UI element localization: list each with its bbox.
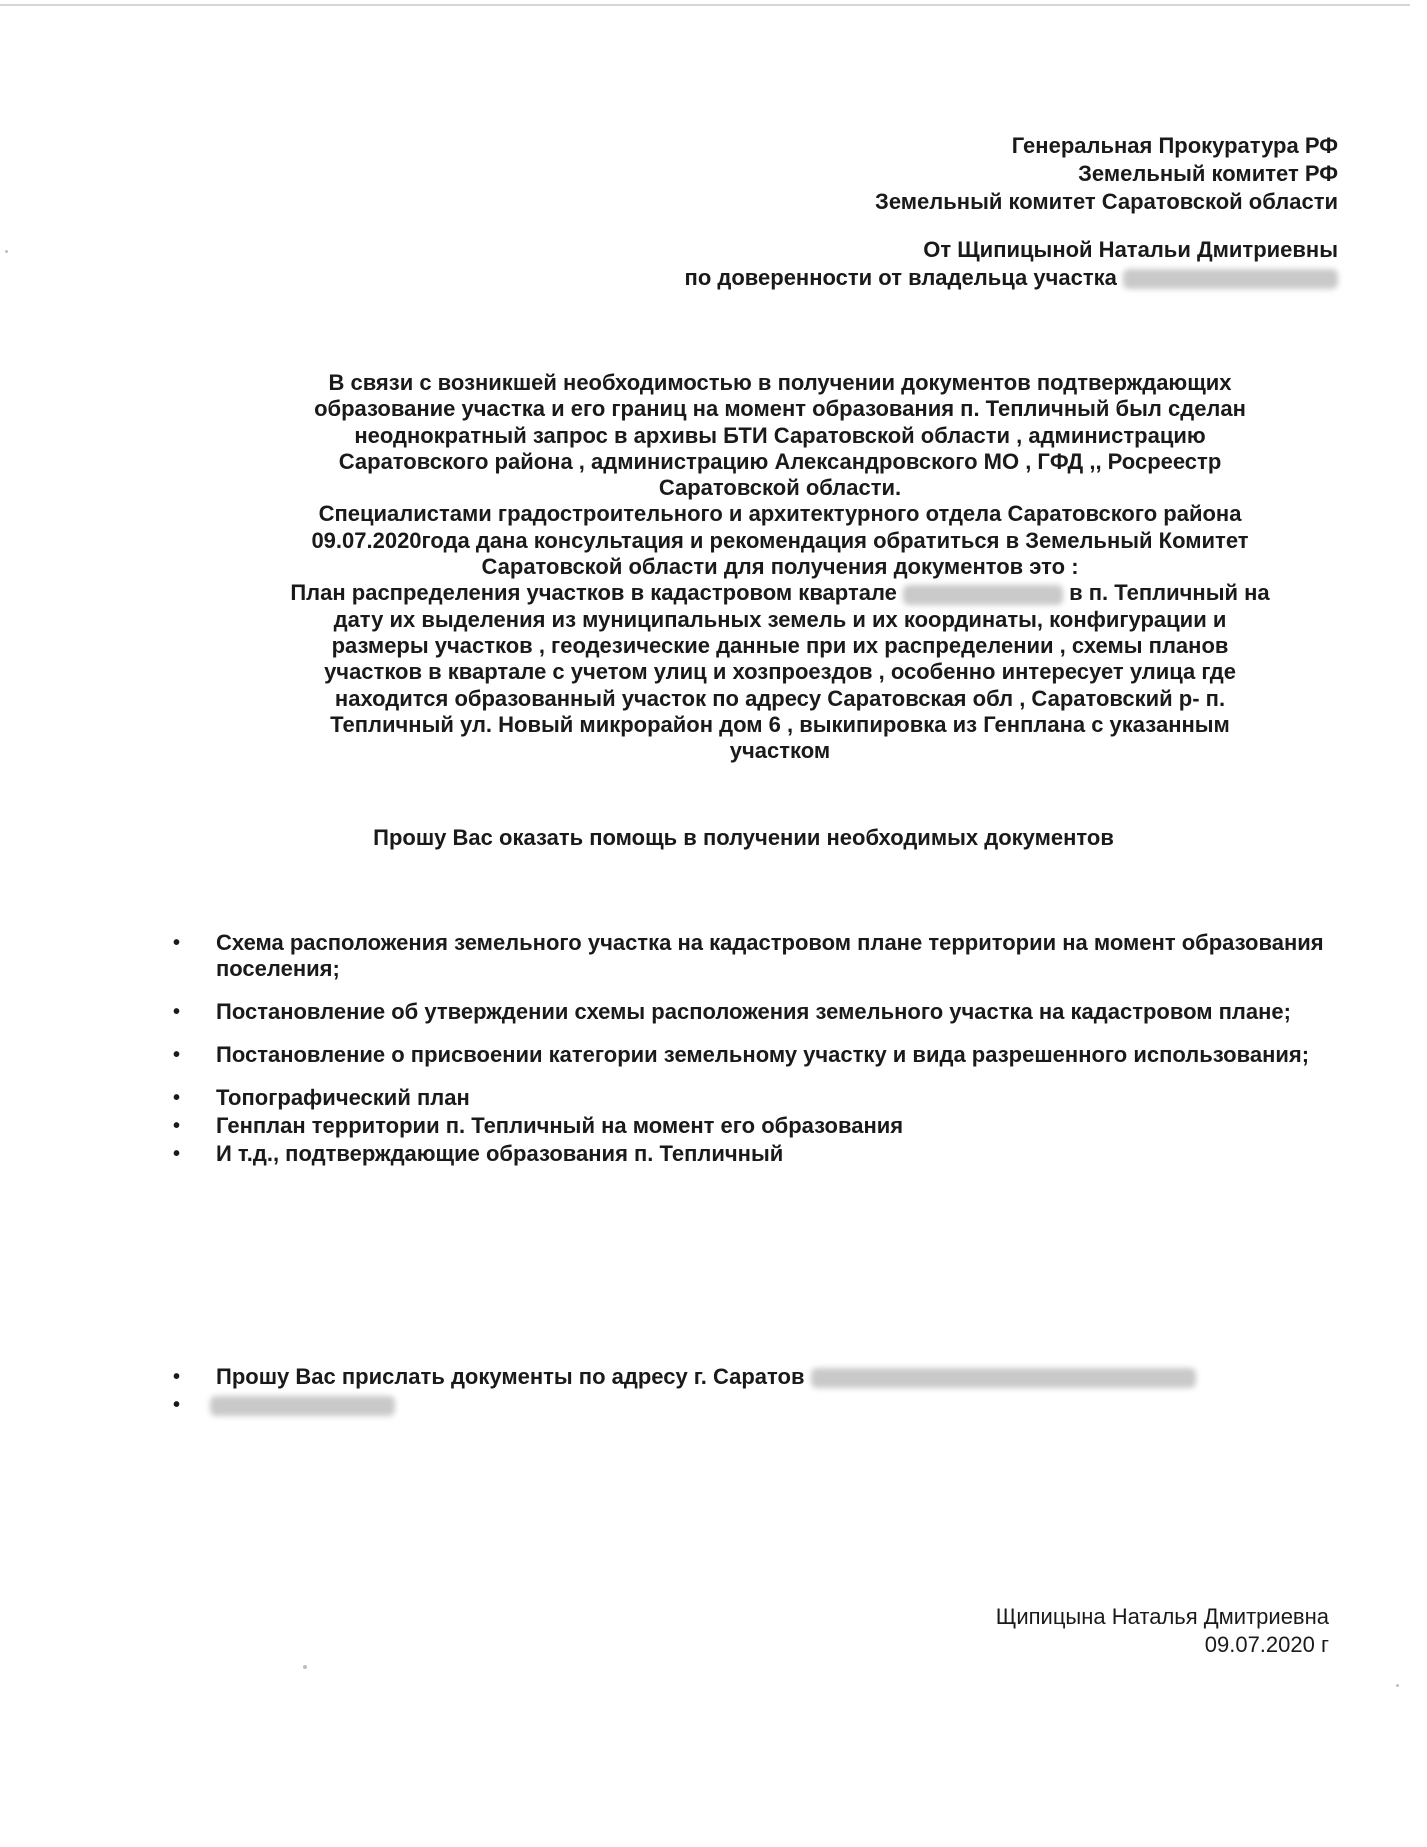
redacted-address	[811, 1368, 1196, 1388]
addressee-line: Земельный комитет РФ	[1078, 161, 1338, 186]
body-line: Саратовского района , администрацию Александровского МО , ГФД ,, Росреестр	[338, 448, 1222, 474]
body-line: участков в квартале с учетом улиц и хозпроездов , особенно интересует улица где	[324, 659, 1236, 685]
sender-proxy-line	[685, 264, 1338, 292]
scan-speck	[1396, 1684, 1399, 1687]
body-line: образование участка и его границ на момент образования п. Тепличный был сделан	[314, 396, 1246, 422]
addressee-line: Земельный комитет Саратовской области	[875, 189, 1338, 214]
body-line: 09.07.2020года дана консультация и рекомендация обратиться в Земельный Комитет	[311, 527, 1249, 553]
list-item: • Постановление об утверждении схемы расположения земельного участка на кадастровом плане;	[170, 999, 1350, 1025]
plan-prefix: План распределения участков в кадастровом квартале	[290, 580, 897, 606]
body-line: Специалистами градостроительного и архитектурного отдела Саратовского района	[318, 501, 1242, 527]
scan-edge-line	[0, 4, 1410, 6]
list-item: • Постановление о присвоении категории земельному участку и вида разрешенного использования;	[170, 1042, 1350, 1068]
signature-block	[996, 1603, 1329, 1659]
addressee-line: Генеральная Прокуратура РФ	[1011, 133, 1338, 158]
body-line: размеры участков , геодезические данные при их распределении , схемы планов	[331, 632, 1229, 658]
list-item: • Топографический план	[170, 1085, 1350, 1111]
list-item	[170, 1391, 1350, 1419]
signature-name: Щипицына Наталья Дмитриевна	[995, 1604, 1329, 1629]
documents-list	[170, 930, 1350, 1169]
body-line: Саратовской области.	[658, 475, 902, 501]
body-line: Саратовской области для получения документов это :	[481, 554, 1079, 580]
scan-speck	[5, 250, 8, 253]
body-line-plan	[200, 580, 1360, 606]
sender-from-line: От Щипицыной Натальи Дмитриевны	[923, 237, 1338, 262]
redacted-owner	[1123, 269, 1338, 289]
body-line: участком	[729, 738, 831, 764]
body-line: дату их выделения из муниципальных земель и их координаты, конфигурации и	[333, 606, 1227, 632]
signature-date: 09.07.2020 г	[1204, 1632, 1329, 1657]
list-item: • Генплан территории п. Тепличный на момент его образования	[170, 1113, 1350, 1139]
body-line: В связи с возникшей необходимостью в получении документов подтверждающих	[328, 370, 1232, 395]
redacted-cadastral-quarter	[903, 585, 1063, 605]
body-line: находится образованный участок по адресу Саратовская обл , Саратовский р- п.	[334, 685, 1226, 711]
sender-block	[685, 236, 1338, 292]
request-text: Прошу Вас оказать помощь в получении необходимых документов	[373, 825, 1114, 850]
list-item: • Схема расположения земельного участка на кадастровом плане территории на момент образования поселения;	[170, 930, 1350, 982]
letter-body	[200, 370, 1360, 764]
sender-proxy-text: по доверенности от владельца участка	[684, 265, 1117, 290]
addressee-block	[875, 132, 1338, 216]
scan-speck	[303, 1665, 307, 1669]
body-line: неоднократный запрос в архивы БТИ Саратовской области , администрацию	[354, 422, 1206, 448]
plan-suffix: в п. Тепличный на	[1069, 580, 1270, 606]
send-address-list	[170, 1363, 1350, 1419]
redacted-phone	[210, 1396, 395, 1416]
list-item: • И т.д., подтверждающие образования п. Тепличный	[170, 1141, 1350, 1167]
request-line	[0, 824, 1427, 852]
list-item	[170, 1363, 1350, 1391]
body-line: Тепличный ул. Новый микрорайон дом 6 , выкипировка из Генплана с указанным	[330, 711, 1230, 737]
send-request-text: Прошу Вас прислать документы по адресу г. Саратов	[216, 1364, 805, 1389]
